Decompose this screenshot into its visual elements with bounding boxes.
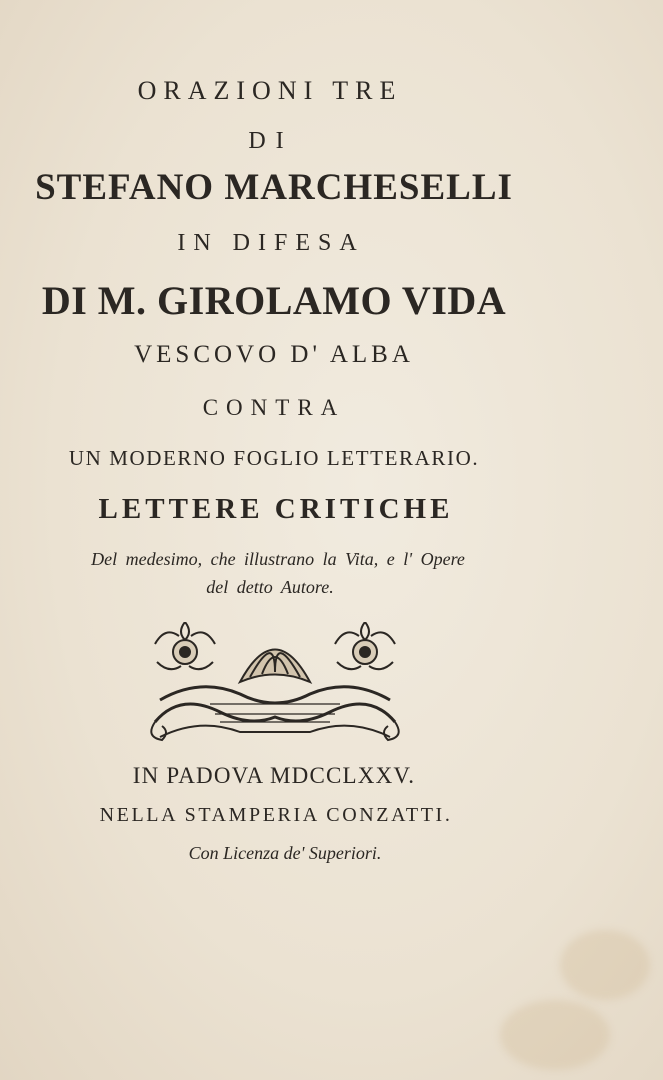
subject-name: DI M. GIROLAMO VIDA [41,278,507,323]
title-line-8: UN MODERNO FOGLIO LETTERARIO. [68,446,480,470]
title-line-2: DI [248,128,294,154]
note-line-1: Del medesimo, che illustrano la Vita, e l' Opere [91,549,465,569]
title-line-1: ORAZIONI TRE [137,76,403,105]
paper-stain [560,930,650,1000]
subject-title: VESCOVO D' ALBA [134,341,414,368]
printer-ornament-icon [140,622,410,748]
note-line-2: del detto Autore. [206,577,334,597]
imprint-place: IN PADOVA MDCCLXXV. [132,763,416,788]
imprint-license: Con Licenza de' Superiori. [188,843,382,863]
secondary-heading: LETTERE CRITICHE [98,493,454,525]
author-name: STEFANO MARCHESELLI [35,167,513,208]
paper-stain [500,1000,610,1070]
title-line-4: IN DIFESA [177,230,365,256]
title-line-7: CONTRA [202,395,346,420]
imprint-printer: NELLA STAMPERIA CONZATTI. [99,804,453,826]
